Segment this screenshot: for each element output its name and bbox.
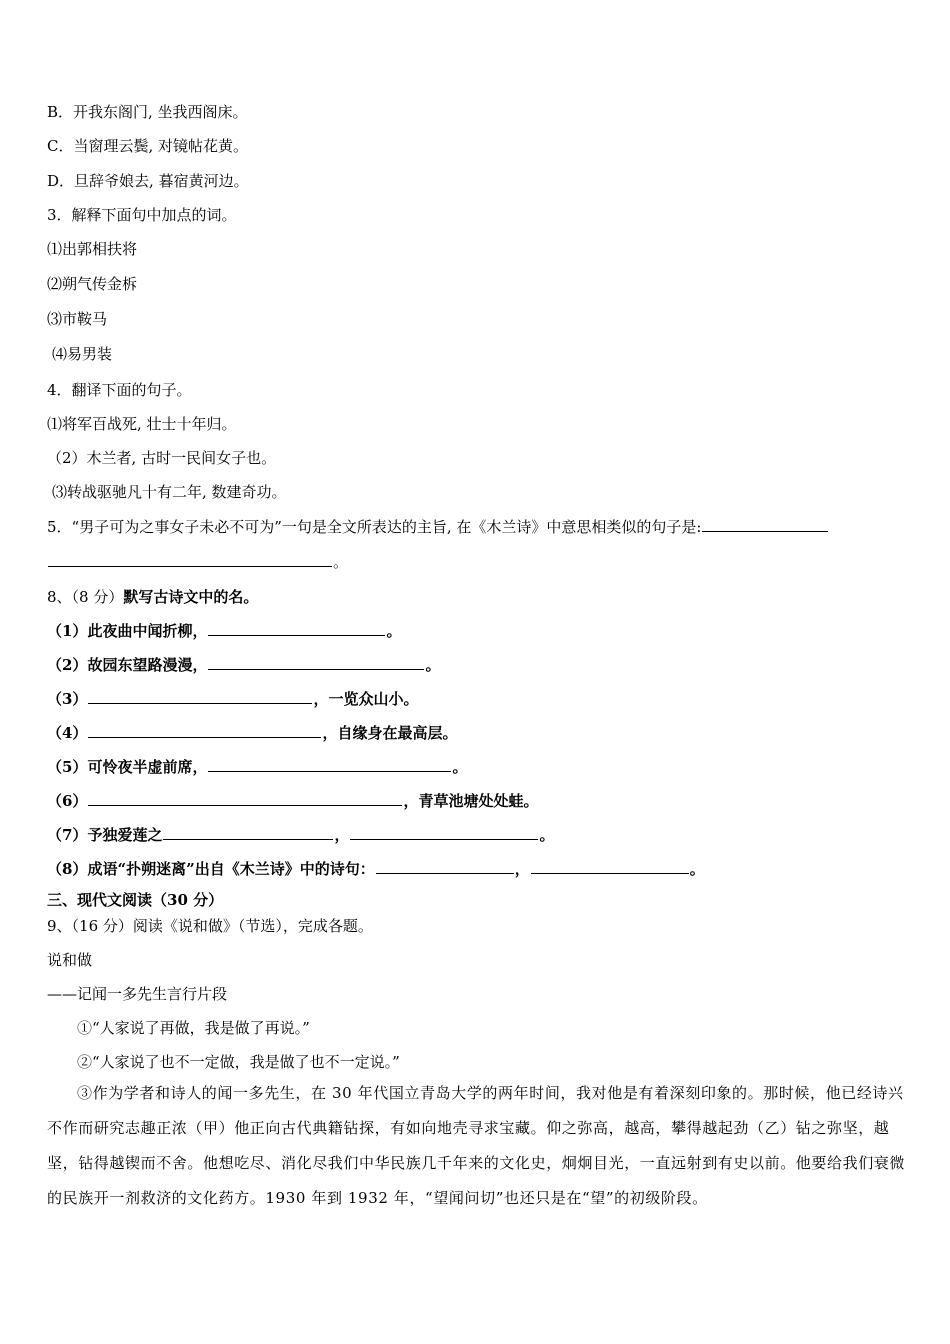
q5-line-1: [47, 516, 829, 537]
q5-blank-2[interactable]: [48, 551, 332, 567]
paragraph-1: ①“人家说了再做，我是做了再说。”: [77, 1019, 310, 1037]
q8-line-2: [47, 654, 440, 675]
q8-punct: 。: [689, 860, 705, 878]
q8-punct: 。: [452, 758, 468, 776]
q8-num: （4）: [47, 724, 88, 742]
q3-item-1: ⑴出郭相扶将: [47, 240, 138, 258]
q8-text: 可怜夜半虚前席，: [87, 758, 208, 776]
q8-num: （5）: [47, 758, 88, 776]
option-b: B．开我东阁门, 坐我西阁床。: [47, 103, 248, 121]
q8-num: （7）: [47, 826, 88, 844]
q8-line-3: [47, 688, 418, 709]
q8-text: 此夜曲中闻折柳，: [87, 622, 208, 640]
q8-sep: ，: [334, 826, 350, 844]
q8-line-5: [47, 756, 467, 777]
q8-line-6: [47, 790, 538, 811]
article-subtitle: ——记闻一多先生言行片段: [47, 985, 228, 1003]
q8-blank[interactable]: [208, 654, 424, 670]
q8-blank[interactable]: [208, 620, 385, 636]
q8-text: 予独爱莲之: [87, 826, 163, 844]
q8-line-7: [47, 824, 554, 845]
q8-num: （1）: [47, 622, 88, 640]
paragraph-3: ③作为学者和诗人的闻一多先生，在 30 年代国立青岛大学的两年时间，我对他是有着深刻印象的。那时候，他已经诗兴不作而研究志趣正浓（甲）他正向古代典籍钻探，有如向地壳寻求宝藏。仰之弥高，越高，攀得越起劲（乙）钻之弥坚，越坚，钻得越锲而不舍。他想吃尽、消化尽我们中华民族几千年来的文化史，炯炯目光，一直远射到有史以前。他要给我们衰微的民族开一剂救济的文化药方。1930 年到 1932 年，“望闻问切”也还只是在“望”的初级阶段。: [47, 1084, 906, 1207]
option-d: D．旦辞爷娘去, 暮宿黄河边。: [47, 172, 249, 190]
q4-item-2: （2）木兰者, 古时一民间女子也。: [47, 449, 277, 467]
q8-header: [47, 587, 258, 607]
option-c: C．当窗理云鬓, 对镜帖花黄。: [47, 137, 249, 155]
q4-item-1: ⑴将军百战死, 壮士十年归。: [47, 415, 237, 433]
q3-item-4: ⑷易男装: [52, 345, 113, 363]
article-title: 说和做: [47, 951, 93, 969]
section-heading: 三、现代文阅读（30 分）: [47, 891, 224, 909]
q8-line-8: [47, 858, 705, 879]
paragraph-2: ②“人家说了也不一定做，我是做了也不一定说。”: [77, 1053, 400, 1071]
q8-blank[interactable]: [88, 722, 321, 738]
q8-punct: 。: [539, 826, 555, 844]
q5-stem: 5．“男子可为之事女子未必不可为”一句是全文所表达的主旨, 在《木兰诗》中意思相类似的句子是:: [47, 518, 702, 536]
q8-line-4: [47, 722, 457, 743]
q4-stem: 4．翻译下面的句子。: [47, 381, 192, 399]
q8-punct: 。: [425, 656, 441, 674]
q8-blank[interactable]: [88, 688, 312, 704]
q4-item-3: ⑶转战驱驰凡十有二年, 数建奇功。: [52, 483, 287, 501]
q5-line-2: [47, 551, 348, 572]
q8-text: ，自缘身在最高层。: [322, 724, 458, 742]
q8-num: （2）: [47, 656, 88, 674]
q8-blank[interactable]: [163, 824, 333, 840]
q8-line-1: [47, 620, 401, 641]
q8-punct: 。: [386, 622, 402, 640]
q8-blank[interactable]: [208, 756, 451, 772]
q8-num: （6）: [47, 792, 88, 810]
q8-text: 故园东望路漫漫，: [87, 656, 208, 674]
q8-prefix: 8、（8 分）: [47, 588, 124, 606]
q8-num: （3）: [47, 690, 88, 708]
q3-item-3: ⑶市鞍马: [47, 310, 108, 328]
q8-text: ，青草池塘处处蛙。: [403, 792, 539, 810]
q8-num: （8）: [47, 860, 88, 878]
q8-blank[interactable]: [376, 858, 514, 874]
q8-sep: ，: [514, 860, 530, 878]
q5-blank-1[interactable]: [702, 516, 828, 532]
q9-stem: 9、（16 分）阅读《说和做》（节选），完成各题。: [47, 917, 373, 935]
q5-end: 。: [333, 553, 349, 571]
q8-blank[interactable]: [88, 790, 402, 806]
q8-blank[interactable]: [531, 858, 689, 874]
q8-title: 默写古诗文中的名。: [123, 588, 259, 606]
q8-text: ，一览众山小。: [313, 690, 419, 708]
q8-blank[interactable]: [350, 824, 538, 840]
q3-item-2: ⑵朔气传金柝: [47, 275, 138, 293]
q8-text: 成语“扑朔迷离”出自《木兰诗》中的诗句：: [87, 860, 375, 878]
q3-stem: 3．解释下面句中加点的词。: [47, 206, 237, 224]
